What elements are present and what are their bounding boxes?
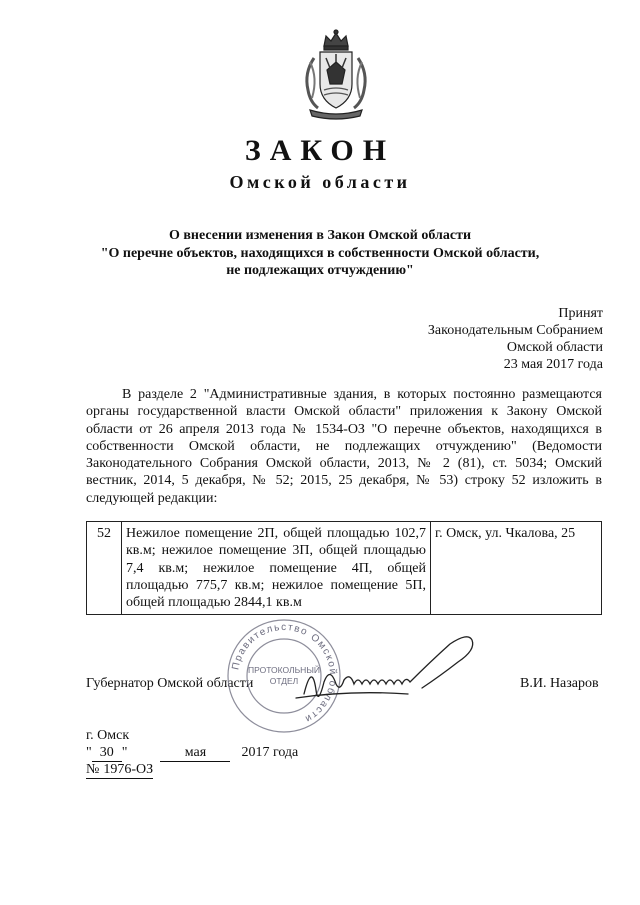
row-number-cell: 52 — [87, 522, 122, 615]
document-region-title: Омской области — [229, 172, 411, 192]
adoption-date: 23 мая 2017 года — [503, 357, 603, 372]
date-quote-open: " — [86, 745, 92, 760]
table-row — [87, 522, 602, 615]
signing-city: г. Омск — [86, 728, 130, 743]
date-day: 30 — [92, 745, 122, 762]
subject-line-3: не подлежащих отчуждению" — [226, 263, 414, 278]
coat-of-arms-emblem — [300, 28, 372, 120]
amendment-table — [86, 521, 602, 615]
stamp-inner-line-2: ОТДЕЛ — [269, 676, 299, 686]
handwritten-signature — [290, 632, 480, 712]
law-number — [86, 762, 153, 779]
adoption-line-1: Принят — [558, 306, 603, 321]
subject-line-2: "О перечне объектов, находящихся в собственности Омской области, — [100, 246, 540, 261]
number-sign: № — [86, 762, 100, 777]
date-quote-close: " — [121, 745, 128, 760]
object-address-cell: г. Омск, ул. Чкалова, 25 — [431, 522, 602, 615]
signing-date — [86, 745, 298, 762]
governor-title: Губернатор Омской области — [86, 676, 254, 691]
adoption-line-2: Законодательным Собранием — [427, 323, 603, 338]
date-month: мая — [160, 745, 230, 762]
adoption-line-3: Омской области — [506, 340, 603, 355]
stamp-inner-line-1: ПРОТОКОЛЬНЫЙ — [248, 665, 320, 675]
body-paragraph: В разделе 2 "Административные здания, в которых постоянно размещаются органы государственной власти Омской области" приложения к Закону Омской области от 26 апреля 2013 года № 1534-ОЗ "О перечне объектов, находящихся в собственности Омской области, не подлежащих отчуждению" (Ведомости Законодательного Собрания Омской области, 2013, № 2 (81), ст. 5034; Омский вестник, 2014, 5 декабря, № 52; 2015, 25 декабря, № 53) строку 52 изложить в следующей редакции: — [86, 387, 602, 506]
object-description-cell: Нежилое помещение 2П, общей площадью 102,7 кв.м; нежилое помещение 3П, общей площадью 7,4 кв.м; нежилое помещение 4П, общей площадью 775,7 кв.м; нежилое помещение 5П, общей площадью 2844,1 кв.м — [122, 522, 431, 615]
number-value: 1976-ОЗ — [99, 762, 153, 779]
date-year: 2017 года — [241, 745, 299, 760]
subject-line-1: О внесении изменения в Закон Омской области — [168, 228, 472, 243]
document-type-title: ЗАКОН — [244, 134, 396, 167]
stamp-outer-text: Правительство Омской области — [230, 621, 339, 725]
governor-name: В.И. Назаров — [520, 676, 599, 691]
